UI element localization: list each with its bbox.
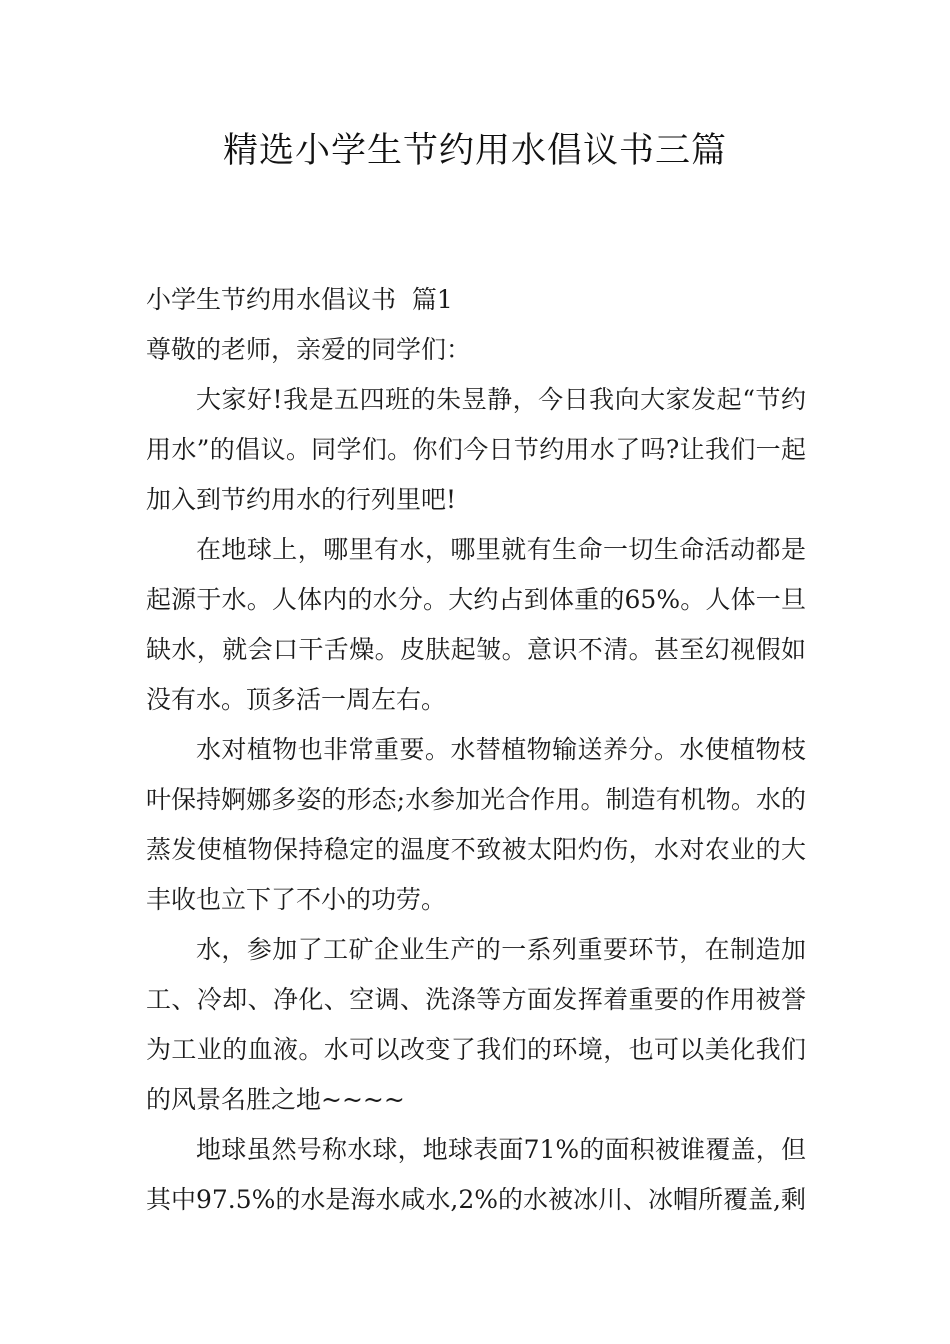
paragraph: 在地球上，哪里有水，哪里就有生命一切生命活动都是起源于水。人体内的水分。大约占到体重的65%。人体一旦缺水，就会口干舌燥。皮肤起皱。意识不清。甚至幻视假如没有水。顶多活一周左右。 bbox=[146, 535, 806, 714]
document-body bbox=[146, 275, 806, 1225]
paragraph: 地球虽然号称水球，地球表面71%的面积被谁覆盖，但其中97.5%的水是海水咸水,2%的水被冰川、冰帽所覆盖,剩 bbox=[146, 1135, 806, 1214]
paragraph: 水对植物也非常重要。水替植物输送养分。水使植物枝叶保持婀娜多姿的形态;水参加光合作用。制造有机物。水的蒸发使植物保持稳定的温度不致被太阳灼伤，水对农业的大丰收也立下了不小的功劳。 bbox=[146, 735, 806, 914]
paragraph: 水，参加了工矿企业生产的一系列重要环节，在制造加工、冷却、净化、空调、洗涤等方面发挥着重要的作用被誉为工业的血液。水可以改变了我们的环境，也可以美化我们的风景名胜之地~~~~ bbox=[146, 935, 806, 1114]
section-heading: 小学生节约用水倡议书 篇1 bbox=[146, 285, 453, 314]
salutation: 尊敬的老师，亲爱的同学们： bbox=[146, 335, 472, 364]
paragraph: 大家好!我是五四班的朱昱静，今日我向大家发起“节约用水”的倡议。同学们。你们今日节约用水了吗?让我们一起加入到节约用水的行列里吧! bbox=[146, 385, 806, 514]
document-title: 精选小学生节约用水倡议书三篇 bbox=[222, 131, 727, 171]
